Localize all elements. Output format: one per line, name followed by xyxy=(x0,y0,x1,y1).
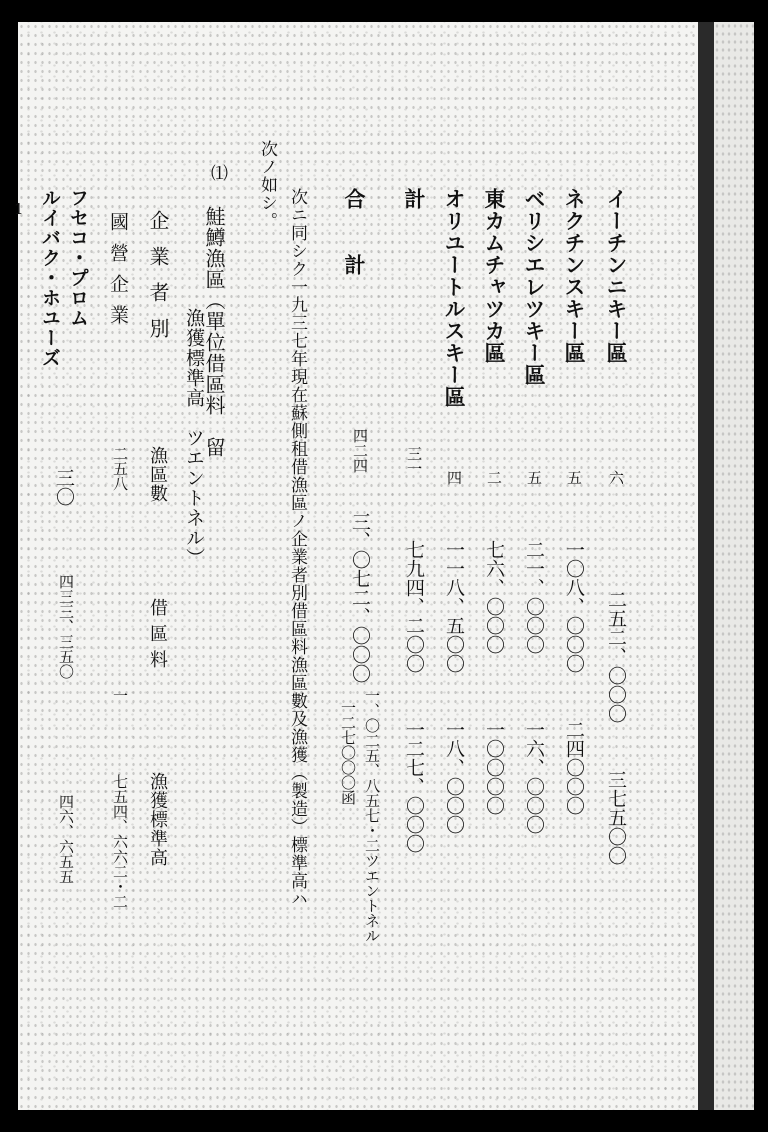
paragraph-line: 次ノ如シ。 xyxy=(257,140,277,230)
table2-row-fee: 一 xyxy=(111,688,129,703)
row-name: ベリシエレツキー區 xyxy=(522,188,547,386)
table2-row-owner: 國營企業 xyxy=(107,212,129,336)
table2-header-standard: 漁獲標準高 xyxy=(147,772,168,867)
row-standard: 一〇〇〇〇 xyxy=(483,720,505,815)
row-fee: 二一、〇〇〇 xyxy=(523,540,545,654)
section-subtitle: 漁獲標準高 ツエントネル） xyxy=(183,308,205,568)
subtotal-fee: 七九四、二〇〇 xyxy=(403,540,425,673)
row-fee: 一一八、五〇〇 xyxy=(443,540,465,673)
page-binding-edge xyxy=(698,22,714,1110)
grand-total-count: 四二四 xyxy=(351,428,369,473)
row-standard: 一八、〇〇〇 xyxy=(443,720,465,834)
grand-total-standard: 一、〇二五、八五七・二ツエントネル xyxy=(363,688,381,943)
row-standard: 二四〇〇〇 xyxy=(563,720,585,815)
subtotal-standard: 一二七、〇〇〇 xyxy=(403,720,425,853)
table2-row-standard: 四六、六五五 xyxy=(57,794,75,884)
row-fee: 一〇八、〇〇〇 xyxy=(563,540,585,673)
table2-row-count: 二五八 xyxy=(111,446,129,491)
table2-header-count: 漁區數 xyxy=(147,446,168,503)
row-name: オリユートルスキー區 xyxy=(442,188,467,408)
margin-mark: 1 xyxy=(14,200,24,218)
row-count: 五 xyxy=(525,470,543,485)
table2-header-fee: 借區料 xyxy=(147,598,168,676)
row-count: 二 xyxy=(485,470,503,485)
row-count: 四 xyxy=(445,470,463,485)
row-fee: 二五二、〇〇〇 xyxy=(605,590,627,723)
row-count: 六 xyxy=(607,470,625,485)
table2-row-count: 三〇 xyxy=(53,468,75,506)
table2-row-standard: 七五四、六六二・二 xyxy=(111,774,129,909)
table2-row-owner: フセコ・プロム xyxy=(67,188,89,328)
row-name: イーチンニキー區 xyxy=(604,188,629,364)
grand-total-label: 合 計 xyxy=(342,188,367,276)
table2-row-fee: 四三三、三五〇 xyxy=(57,574,75,679)
page-margin-strip xyxy=(714,22,754,1110)
subtotal-label: 計 xyxy=(402,188,427,210)
section-number: ⑴ xyxy=(207,164,227,182)
section-title: 鮭鱒漁區（單位借區料 留 xyxy=(202,206,226,458)
row-count: 五 xyxy=(565,470,583,485)
row-name: 東カムチャツカ區 xyxy=(482,188,507,364)
subtotal-count: 三一 xyxy=(405,446,423,476)
row-standard: 三七五〇〇 xyxy=(605,770,627,865)
row-fee: 七六、〇〇〇 xyxy=(483,540,505,654)
grand-total-fee: 三、〇七二、〇〇〇 xyxy=(349,512,371,683)
grand-total-standard-boxes: 一二七〇〇〇函 xyxy=(339,700,357,805)
row-standard: 一六、〇〇〇 xyxy=(523,720,545,834)
table2-row-owner: ルイバク・ホユーズ xyxy=(39,188,61,368)
row-name: ネクチンスキー區 xyxy=(562,188,587,364)
table2-header-owner: 企業者別 xyxy=(146,210,170,354)
paragraph-line: 次ニ同シク一九三七年現在蘇側租借漁區ノ企業者別借區料漁區數及漁獲（製造）標準高ハ xyxy=(287,188,307,908)
